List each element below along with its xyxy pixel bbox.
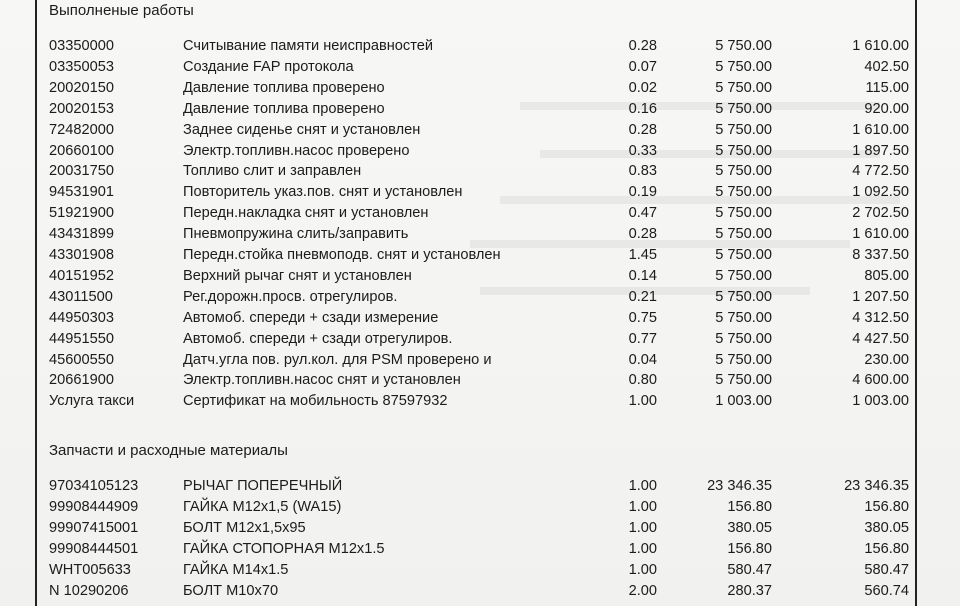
table-row: [0, 224, 960, 245]
item-description: БОЛТ М10х70: [183, 582, 279, 599]
item-description: Верхний рычаг снят и установлен: [183, 267, 412, 284]
item-quantity: 0.83: [628, 163, 657, 180]
table-row: [0, 99, 960, 120]
item-description: Создание FAP протокола: [183, 58, 354, 75]
item-price: 5 750.00: [715, 247, 772, 263]
item-code: 43431899: [49, 226, 114, 243]
item-price: 5 750.00: [715, 372, 772, 389]
item-description: Считывание памяти неисправностей: [183, 38, 434, 54]
item-description: ГАЙКА М14х1.5: [183, 561, 289, 578]
item-code: 97034105123: [49, 478, 139, 494]
item-quantity: 0.28: [628, 226, 657, 243]
item-sum: 1 092.50: [852, 184, 909, 201]
item-code: 43011500: [49, 288, 113, 305]
item-price: 280.37: [727, 582, 772, 599]
item-quantity: 0.04: [628, 351, 657, 368]
item-price: 5 750.00: [715, 142, 772, 159]
item-description: Топливо слит и заправлен: [183, 163, 362, 180]
item-quantity: 0.07: [628, 58, 657, 75]
item-code: 94531901: [49, 184, 114, 201]
section-title-works: Выполненые работы: [49, 2, 194, 19]
item-quantity: 0.02: [628, 79, 657, 96]
item-sum: 2 702.50: [852, 205, 909, 222]
item-code: 20660100: [49, 142, 114, 159]
table-row: [0, 287, 960, 308]
item-quantity: 0.28: [628, 121, 657, 138]
item-description: Заднее сиденье снят и установлен: [183, 121, 421, 138]
item-code: 99908444909: [49, 498, 139, 515]
item-quantity: 1.00: [628, 519, 657, 536]
item-sum: 1 003.00: [852, 393, 909, 410]
item-price: 5 750.00: [715, 330, 772, 347]
item-sum: 805.00: [864, 267, 909, 284]
item-sum: 4 312.50: [852, 309, 909, 326]
item-sum: 1 610.00: [852, 226, 909, 243]
item-price: 5 750.00: [715, 309, 772, 326]
item-sum: 23 346.35: [844, 478, 909, 494]
item-code: 20020153: [49, 100, 114, 117]
table-row: [0, 560, 960, 581]
item-code: 43301908: [49, 247, 114, 263]
item-code: N 10290206: [49, 582, 129, 599]
item-quantity: 1.00: [628, 498, 657, 515]
item-quantity: 1.00: [628, 561, 657, 578]
item-price: 5 750.00: [715, 351, 772, 368]
item-price: 5 750.00: [715, 38, 772, 54]
item-description: Автомоб. спереди + сзади измерение: [183, 309, 439, 326]
item-quantity: 0.47: [628, 205, 657, 222]
table-row: [0, 57, 960, 78]
item-sum: 1 207.50: [852, 288, 909, 305]
item-quantity: 2.00: [628, 582, 657, 599]
item-quantity: 0.77: [628, 330, 657, 347]
item-price: 1 003.00: [715, 393, 772, 410]
item-quantity: 0.80: [628, 372, 657, 389]
item-code: 03350000: [49, 38, 114, 54]
item-description: РЫЧАГ ПОПЕРЕЧНЫЙ: [183, 478, 343, 494]
item-description: Сертификат на мобильность 87597932: [183, 393, 448, 410]
item-description: БОЛТ М12х1,5х95: [183, 519, 306, 536]
table-row: [0, 370, 960, 391]
table-row: [0, 161, 960, 182]
item-description: Давление топлива проверено: [183, 79, 385, 96]
table-row: [0, 308, 960, 329]
item-price: 580.47: [727, 561, 772, 578]
item-code: 20020150: [49, 79, 114, 96]
table-row: [0, 245, 960, 266]
table-row: [0, 141, 960, 162]
item-code: WHT005633: [49, 561, 131, 578]
item-description: Передн.стойка пневмоподв. снят и установлен: [183, 247, 501, 263]
item-code: Услуга такси: [49, 393, 135, 410]
item-quantity: 0.33: [628, 142, 657, 159]
item-price: 5 750.00: [715, 121, 772, 138]
item-description: ГАЙКА М12х1,5 (WA15): [183, 498, 342, 515]
item-code: 99907415001: [49, 519, 139, 536]
table-row: [0, 203, 960, 224]
item-code: 51921900: [49, 205, 114, 222]
item-price: 5 750.00: [715, 100, 772, 117]
table-row: [0, 581, 960, 602]
item-description: Повторитель указ.пов. снят и установлен: [183, 184, 463, 201]
item-price: 156.80: [727, 498, 772, 515]
item-sum: 4 772.50: [852, 163, 909, 180]
item-sum: 1 610.00: [852, 38, 909, 54]
table-row: [0, 476, 960, 497]
table-row: [0, 36, 960, 57]
item-code: 45600550: [49, 351, 114, 368]
table-row: [0, 329, 960, 350]
item-description: Давление топлива проверено: [183, 100, 385, 117]
item-price: 5 750.00: [715, 184, 772, 201]
item-quantity: 1.00: [628, 540, 657, 557]
item-code: 03350053: [49, 58, 114, 75]
item-quantity: 0.14: [628, 267, 657, 284]
item-price: 156.80: [727, 540, 772, 557]
item-price: 5 750.00: [715, 267, 772, 284]
item-price: 23 346.35: [707, 478, 772, 494]
item-sum: 230.00: [864, 351, 909, 368]
item-quantity: 1.45: [628, 247, 657, 263]
item-description: Автомоб. спереди + сзади отрегулиров.: [183, 330, 453, 347]
item-description: Электр.топливн.насос снят и установлен: [183, 372, 461, 389]
item-sum: 402.50: [864, 58, 909, 75]
item-quantity: 1.00: [628, 393, 657, 410]
item-quantity: 0.75: [628, 309, 657, 326]
item-code: 44950303: [49, 309, 114, 326]
item-price: 5 750.00: [715, 163, 772, 180]
item-code: 44951550: [49, 330, 114, 347]
item-code: 20031750: [49, 163, 114, 180]
item-quantity: 0.19: [628, 184, 657, 201]
item-price: 5 750.00: [715, 205, 772, 222]
item-price: 5 750.00: [715, 58, 772, 75]
item-code: 72482000: [49, 121, 114, 138]
item-sum: 1 610.00: [852, 121, 909, 138]
item-description: Рег.дорожн.просв. отрегулиров.: [183, 288, 398, 305]
item-sum: 8 337.50: [852, 247, 909, 263]
table-row: [0, 539, 960, 560]
section-title-parts: Запчасти и расходные материалы: [49, 442, 288, 459]
item-quantity: 1.00: [628, 478, 657, 494]
item-description: ГАЙКА СТОПОРНАЯ М12х1.5: [183, 540, 385, 557]
table-row: [0, 182, 960, 203]
item-sum: 156.80: [864, 498, 909, 515]
item-quantity: 0.21: [628, 288, 657, 305]
item-price: 5 750.00: [715, 288, 772, 305]
item-quantity: 0.28: [628, 38, 657, 54]
item-sum: 380.05: [864, 519, 909, 536]
item-sum: 115.00: [865, 79, 909, 96]
item-sum: 156.80: [864, 540, 909, 557]
item-code: 99908444501: [49, 540, 139, 557]
item-sum: 920.00: [864, 100, 909, 117]
item-sum: 580.47: [864, 561, 909, 578]
item-quantity: 0.16: [628, 100, 657, 117]
table-row: [0, 391, 960, 412]
item-description: Электр.топливн.насос проверено: [183, 142, 410, 159]
item-description: Пневмопружина слить/заправить: [183, 226, 409, 243]
item-code: 20661900: [49, 372, 114, 389]
table-row: [0, 497, 960, 518]
item-price: 380.05: [727, 519, 772, 536]
item-sum: 560.74: [864, 582, 909, 599]
table-row: [0, 266, 960, 287]
table-row: [0, 350, 960, 371]
item-sum: 4 600.00: [852, 372, 909, 389]
item-description: Датч.угла пов. рул.кол. для PSM проверено и: [183, 351, 492, 368]
item-sum: 4 427.50: [852, 330, 909, 347]
table-row: [0, 120, 960, 141]
table-row: [0, 518, 960, 539]
item-price: 5 750.00: [715, 79, 772, 96]
table-row: [0, 78, 960, 99]
item-description: Передн.накладка снят и установлен: [183, 205, 429, 222]
item-price: 5 750.00: [715, 226, 772, 243]
item-sum: 1 897.50: [852, 142, 909, 159]
item-code: 40151952: [49, 267, 114, 284]
